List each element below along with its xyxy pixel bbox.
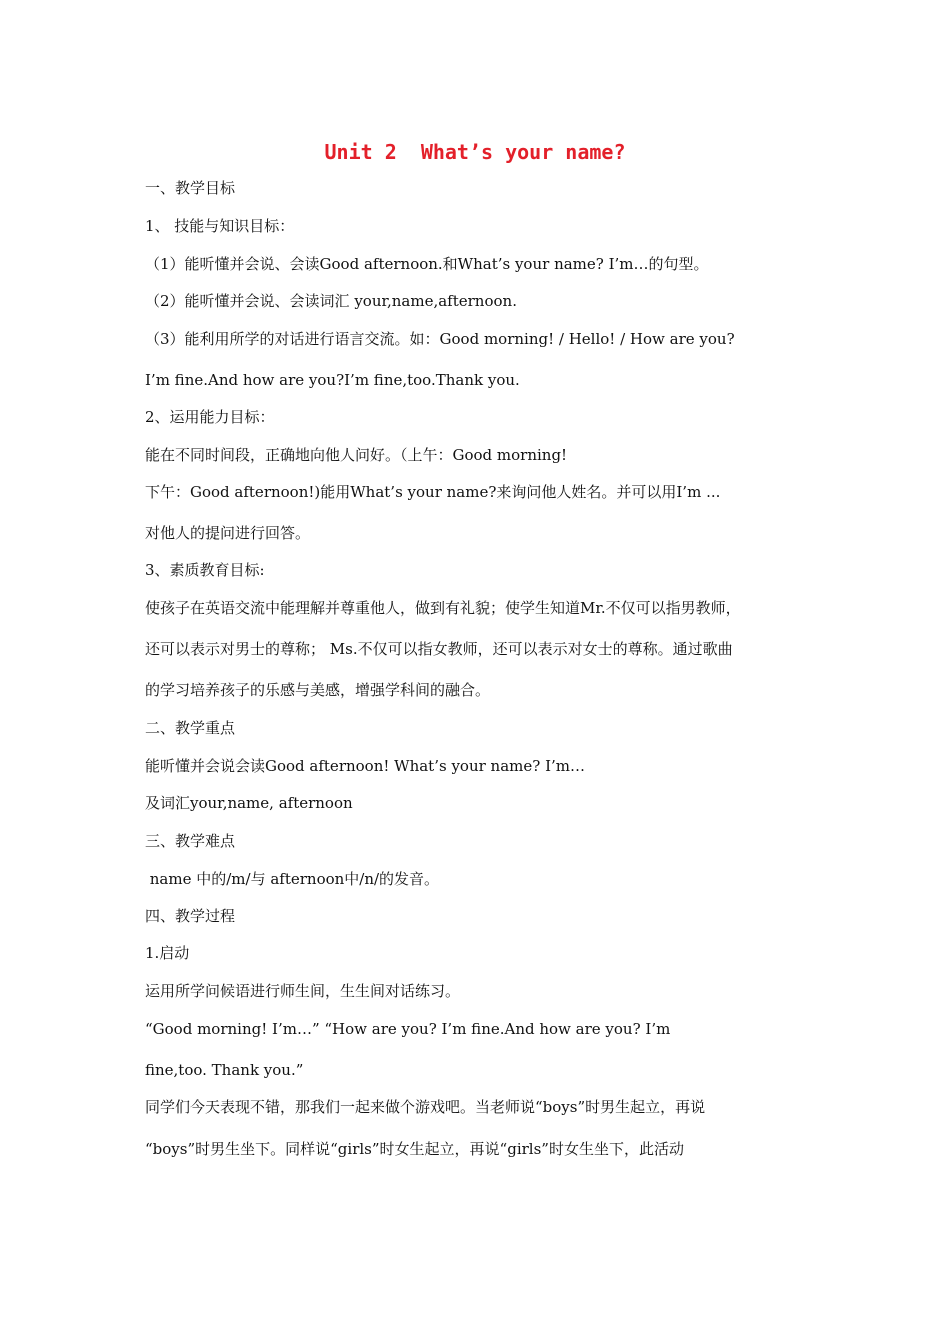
text-line: fine,too. Thank you.” — [145, 1061, 304, 1079]
text-line: “Good morning! I’m…” “How are you? I’m fine.And how are you? I’m — [145, 1020, 671, 1038]
text-line: “boys”时男生坐下。同样说“girls”时女生起立，再说“girls”时女生坐下，此活动 — [145, 1140, 684, 1158]
text-line: 及词汇your,name, afternoon — [145, 794, 353, 812]
text-line: 还可以表示对男士的尊称； Ms.不仅可以指女教师，还可以表示对女士的尊称。通过歌曲 — [145, 640, 733, 658]
text-line: （2）能听懂并会说、会读词汇 your,name,afternoon. — [145, 292, 517, 310]
text-line: 3、素质教育目标: — [145, 561, 265, 579]
document-title: Unit 2 What’s your name? — [324, 140, 626, 164]
text-line: 同学们今天表现不错，那我们一起来做个游戏吧。当老师说“boys”时男生起立，再说 — [145, 1098, 706, 1116]
text-line: （3）能利用所学的对话进行语言交流。如：Good morning! / Hello! / How are you? — [145, 330, 735, 348]
text-line: （1）能听懂并会说、会读Good afternoon.和What’s your name? I’m…的句型。 — [145, 255, 709, 273]
text-line: 能在不同时间段，正确地向他人问好。（上午：Good morning! — [145, 446, 568, 464]
text-line: name 中的/m/与 afternoon中/n/的发音。 — [145, 870, 440, 888]
text-line: I’m fine.And how are you?I’m fine,too.Thank you. — [145, 371, 520, 389]
text-line: 对他人的提问进行回答。 — [145, 524, 311, 542]
text-line: 运用所学问候语进行师生间，生生间对话练习。 — [145, 982, 461, 1000]
text-line: 1.启动 — [145, 944, 190, 962]
text-line: 的学习培养孩子的乐感与美感，增强学科间的融合。 — [145, 681, 491, 699]
text-line: 下午：Good afternoon!)能用What’s your name?来询问他人姓名。并可以用I’m ... — [145, 483, 721, 501]
text-line: 2、运用能力目标： — [145, 408, 275, 426]
section-heading-objectives: 一、教学目标 — [145, 179, 236, 197]
section-heading-difficulties: 三、教学难点 — [145, 832, 236, 850]
section-heading-key-points: 二、教学重点 — [145, 719, 236, 737]
text-line: 1、 技能与知识目标： — [145, 217, 295, 235]
text-line: 使孩子在英语交流中能理解并尊重他人，做到有礼貌；使学生知道Mr.不仅可以指男教师， — [145, 599, 741, 617]
text-line: 能听懂并会说会读Good afternoon! What’s your name? I’m… — [145, 757, 585, 775]
section-heading-procedure: 四、教学过程 — [145, 907, 236, 925]
